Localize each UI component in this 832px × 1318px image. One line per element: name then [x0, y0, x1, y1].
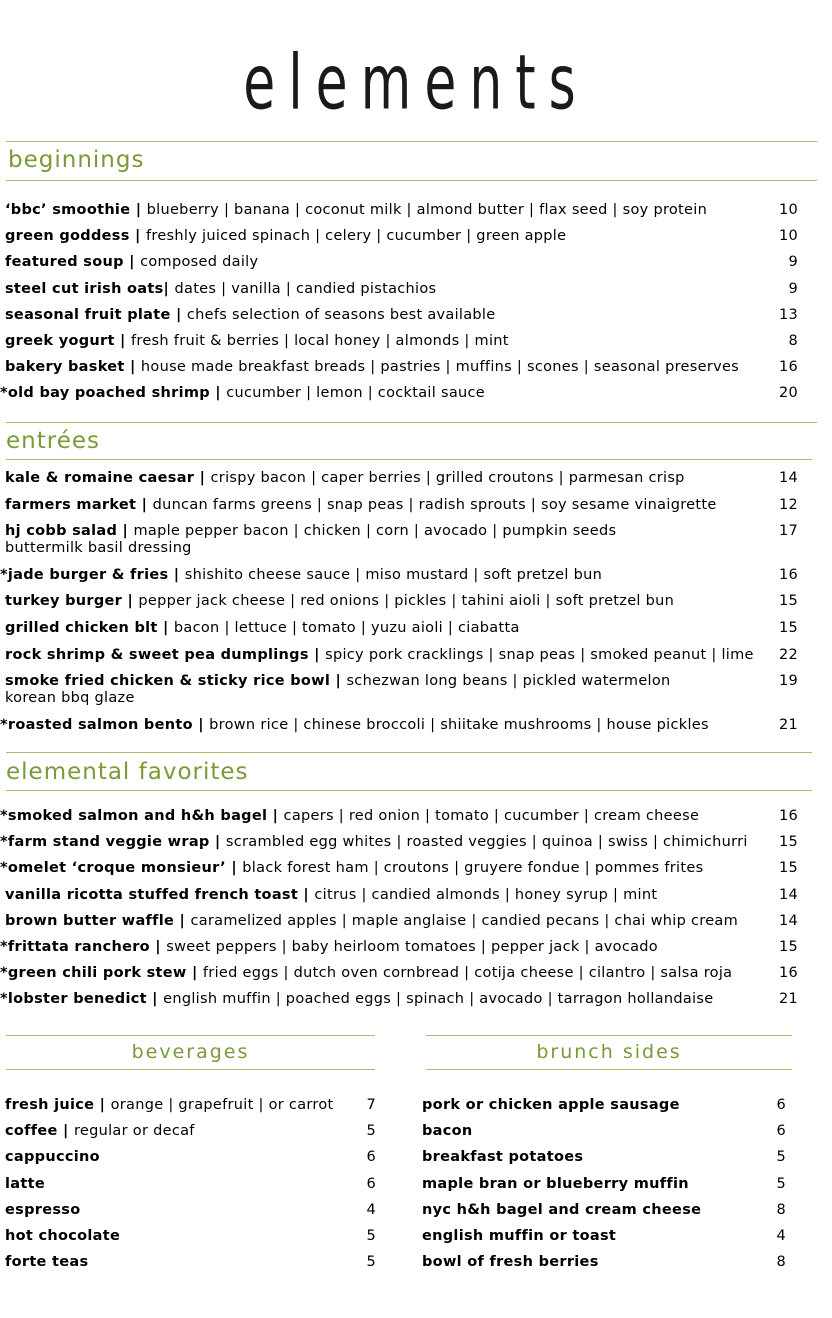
- menu-item: [0, 385, 798, 402]
- menu-item: [5, 913, 798, 930]
- menu-item-name: latte: [5, 1175, 45, 1192]
- menu-item-name: greek yogurt |: [5, 333, 131, 349]
- menu-item-name: bacon: [422, 1123, 473, 1140]
- menu-item-price: 22: [778, 646, 798, 663]
- menu-item-price: 16: [778, 965, 798, 982]
- menu-item-description: scrambled egg whites | roasted veggies | quinoa | swiss | chimichurri: [225, 834, 748, 851]
- menu-item-description: maple pepper bacon | chicken | corn | avocado | pumpkin seeds: [133, 523, 617, 540]
- menu-item: [422, 1176, 786, 1193]
- menu-item: [5, 673, 798, 707]
- menu-item-description: spicy pork cracklings | snap peas | smoked peanut | lime: [325, 646, 754, 663]
- section-title-favorites: elemental favorites: [6, 759, 249, 785]
- menu-item-name: cappuccino: [5, 1149, 100, 1166]
- menu-item-description-continued: korean bbq glaze: [5, 690, 135, 707]
- menu-item: [0, 991, 798, 1008]
- menu-item-price: 13: [778, 306, 798, 323]
- menu-item-price: 8: [776, 1254, 786, 1271]
- menu-item-name: bowl of fresh berries: [422, 1254, 599, 1271]
- menu-item: [5, 307, 798, 324]
- menu-item: [0, 716, 798, 734]
- menu-item: [422, 1202, 786, 1219]
- menu-item-price: 7: [366, 1097, 376, 1113]
- menu-item-price: 14: [778, 912, 798, 929]
- menu-item-description: bacon | lettuce | tomato | yuzu aioli | ciabatta: [173, 620, 520, 636]
- menu-item: [5, 1123, 376, 1140]
- menu-item-name: *frittata ranchero |: [0, 939, 167, 955]
- menu-item: [422, 1254, 786, 1271]
- menu-item: [422, 1097, 786, 1114]
- menu-item-name: maple bran or blueberry muffin: [422, 1175, 689, 1192]
- menu-item: [5, 470, 798, 487]
- menu-item: [5, 333, 798, 350]
- menu-item-name: hj cobb salad |: [5, 523, 134, 540]
- menu-item-price: 15: [778, 593, 798, 610]
- menu-item-description: shishito cheese sauce | miso mustard | soft pretzel bun: [184, 566, 603, 583]
- menu-item-name: *smoked salmon and h&h bagel |: [0, 808, 284, 824]
- menu-item-price: 9: [788, 280, 798, 297]
- section-title-beginnings: beginnings: [8, 147, 145, 173]
- menu-item-description: black forest ham | croutons | gruyere fondue | pommes frites: [242, 860, 704, 877]
- menu-item-name: fresh juice |: [5, 1097, 111, 1113]
- menu-item-price: 8: [788, 333, 798, 349]
- restaurant-logo: elements: [243, 40, 589, 128]
- divider: [6, 422, 817, 423]
- menu-item: [5, 1202, 376, 1219]
- menu-item-name: hot chocolate: [5, 1228, 121, 1244]
- menu-item-name: *farm stand veggie wrap |: [0, 834, 226, 851]
- menu-item-name: seasonal fruit plate |: [5, 306, 187, 323]
- menu-item-name: green goddess |: [5, 228, 146, 245]
- menu-item: [0, 834, 798, 851]
- menu-item-name: coffee |: [5, 1123, 74, 1140]
- menu-item-description: duncan farms greens | snap peas | radish sprouts | soy sesame vinaigrette: [152, 496, 717, 513]
- menu-item-name: espresso: [5, 1201, 81, 1218]
- menu-item: [5, 202, 798, 219]
- menu-item-price: 5: [776, 1149, 786, 1166]
- divider: [6, 1069, 375, 1070]
- menu-item-name: *roasted salmon bento |: [0, 716, 210, 733]
- menu-item: [5, 228, 798, 245]
- menu-item-description: composed daily: [140, 254, 259, 271]
- menu-item: [422, 1123, 786, 1140]
- menu-item-price: 21: [778, 716, 798, 733]
- menu-item-name: farmers market |: [5, 496, 153, 513]
- menu-item: [0, 965, 798, 982]
- menu-item-price: 15: [778, 620, 798, 636]
- section-title-beverages: beverages: [131, 1041, 250, 1063]
- menu-item-price: 15: [778, 939, 798, 955]
- menu-item: [5, 1228, 376, 1245]
- menu-item-description: freshly juiced spinach | celery | cucumber | green apple: [145, 228, 567, 245]
- menu-item-name: turkey burger |: [5, 593, 139, 610]
- menu-item-description-continued: buttermilk basil dressing: [5, 540, 192, 557]
- menu-item-name: vanilla ricotta stuffed french toast |: [5, 886, 315, 903]
- menu-item-name: smoke fried chicken & sticky rice bowl |: [5, 673, 347, 690]
- menu-item-description: orange | grapefruit | or carrot: [110, 1097, 334, 1113]
- menu-item-description: schezwan long beans | pickled watermelon: [346, 673, 671, 690]
- menu-item-description: citrus | candied almonds | honey syrup | mint: [314, 886, 658, 903]
- menu-item-name: *green chili pork stew |: [0, 965, 203, 982]
- menu-item: [5, 359, 798, 376]
- menu-item-name: *old bay poached shrimp |: [0, 385, 227, 402]
- menu-item-description: cucumber | lemon | cocktail sauce: [226, 385, 485, 402]
- menu-item-price: 21: [778, 991, 798, 1008]
- menu-item-name: forte teas: [5, 1254, 89, 1271]
- menu-item-name: brown butter waffle |: [5, 912, 191, 929]
- menu-item-description: fresh fruit & berries | local honey | almonds | mint: [130, 333, 509, 349]
- menu-item: [5, 593, 798, 610]
- menu-item-name: bakery basket |: [5, 359, 141, 376]
- menu-item-price: 8: [776, 1201, 786, 1218]
- divider: [6, 141, 817, 142]
- menu-item-price: 17: [778, 523, 798, 540]
- menu-item-price: 15: [778, 834, 798, 851]
- menu-item-name: grilled chicken blt |: [5, 620, 174, 636]
- menu-item-price: 4: [776, 1228, 786, 1244]
- menu-item: [0, 566, 798, 584]
- menu-item-price: 9: [788, 254, 798, 271]
- menu-item-price: 20: [778, 385, 798, 402]
- menu-item-name: breakfast potatoes: [422, 1149, 584, 1166]
- menu-item: [5, 254, 798, 271]
- menu-item: [5, 1149, 376, 1166]
- menu-item: [5, 1097, 376, 1114]
- menu-item-price: 16: [778, 566, 798, 583]
- menu-item-description: house made breakfast breads | pastries | muffins | scones | seasonal preserves: [140, 359, 740, 376]
- menu-item-name: rock shrimp & sweet pea dumplings |: [5, 646, 326, 663]
- menu-item-name: english muffin or toast: [422, 1228, 617, 1244]
- divider: [426, 1069, 792, 1070]
- menu-item: [422, 1228, 786, 1245]
- menu-item-price: 10: [778, 228, 798, 245]
- menu-item-name: *jade burger & fries |: [0, 566, 185, 583]
- menu-item-description: capers | red onion | tomato | cucumber | cream cheese: [283, 808, 700, 824]
- menu-item-name: kale & romaine caesar |: [5, 470, 211, 486]
- menu-item-description: fried eggs | dutch oven cornbread | cotija cheese | cilantro | salsa roja: [202, 965, 733, 982]
- menu-item: [5, 647, 798, 664]
- menu-item-price: 5: [776, 1175, 786, 1192]
- menu-item-name: featured soup |: [5, 254, 141, 271]
- divider: [6, 790, 812, 791]
- menu-item-description: caramelized apples | maple anglaise | candied pecans | chai whip cream: [190, 912, 739, 929]
- menu-item-description: sweet peppers | baby heirloom tomatoes | pepper jack | avocado: [166, 939, 658, 955]
- divider: [6, 752, 812, 753]
- menu-item-price: 6: [366, 1175, 376, 1192]
- menu-item-name: *omelet ‘croque monsieur’ |: [0, 860, 243, 877]
- menu-item: [5, 887, 798, 904]
- divider: [6, 180, 817, 181]
- menu-item-name: steel cut irish oats|: [5, 280, 175, 297]
- menu-item: [5, 1254, 376, 1271]
- menu-item-description: crispy bacon | caper berries | grilled croutons | parmesan crisp: [210, 470, 685, 486]
- menu-item: [5, 620, 798, 637]
- menu-item-description: dates | vanilla | candied pistachios: [174, 280, 437, 297]
- menu-item-name: pork or chicken apple sausage: [422, 1097, 680, 1113]
- menu-item-price: 4: [366, 1201, 376, 1218]
- menu-item-price: 6: [776, 1123, 786, 1140]
- menu-item: [0, 939, 798, 956]
- menu-item: [422, 1149, 786, 1166]
- menu-item-description: pepper jack cheese | red onions | pickles | tahini aioli | soft pretzel bun: [138, 593, 675, 610]
- menu-item-description: regular or decaf: [73, 1123, 195, 1140]
- menu-item: [5, 523, 798, 557]
- menu-item-price: 14: [778, 886, 798, 903]
- menu-item: [5, 1176, 376, 1193]
- divider: [6, 1035, 375, 1036]
- menu-item: [5, 497, 798, 514]
- menu-item: [5, 281, 798, 298]
- menu-item-description: brown rice | chinese broccoli | shiitake mushrooms | house pickles: [209, 716, 709, 733]
- menu-item-price: 6: [366, 1149, 376, 1166]
- menu-item-price: 15: [778, 860, 798, 877]
- divider: [6, 459, 812, 460]
- menu-item-name: nyc h&h bagel and cream cheese: [422, 1201, 702, 1218]
- menu-item-name: *lobster benedict |: [0, 991, 164, 1008]
- menu-item-price: 5: [366, 1254, 376, 1271]
- menu-item-price: 16: [778, 808, 798, 824]
- menu-item-price: 10: [778, 202, 798, 218]
- menu-item: [0, 860, 798, 877]
- menu-item-price: 14: [778, 470, 798, 486]
- menu-item-price: 19: [778, 673, 798, 690]
- section-title-entrees: entrées: [6, 428, 100, 454]
- menu-item-name: ‘bbc’ smoothie |: [5, 202, 147, 218]
- menu-item-description: english muffin | poached eggs | spinach | avocado | tarragon hollandaise: [163, 991, 714, 1008]
- divider: [426, 1035, 792, 1036]
- menu-item: [0, 808, 798, 825]
- menu-item-price: 12: [778, 496, 798, 513]
- menu-item-price: 16: [778, 359, 798, 376]
- menu-item-price: 5: [366, 1228, 376, 1244]
- menu-item-description: blueberry | banana | coconut milk | almond butter | flax seed | soy protein: [146, 202, 708, 218]
- menu-item-price: 5: [366, 1123, 376, 1140]
- section-title-brunch-sides: brunch sides: [536, 1041, 682, 1063]
- menu-item-price: 6: [776, 1097, 786, 1113]
- menu-item-description: chefs selection of seasons best available: [186, 306, 496, 323]
